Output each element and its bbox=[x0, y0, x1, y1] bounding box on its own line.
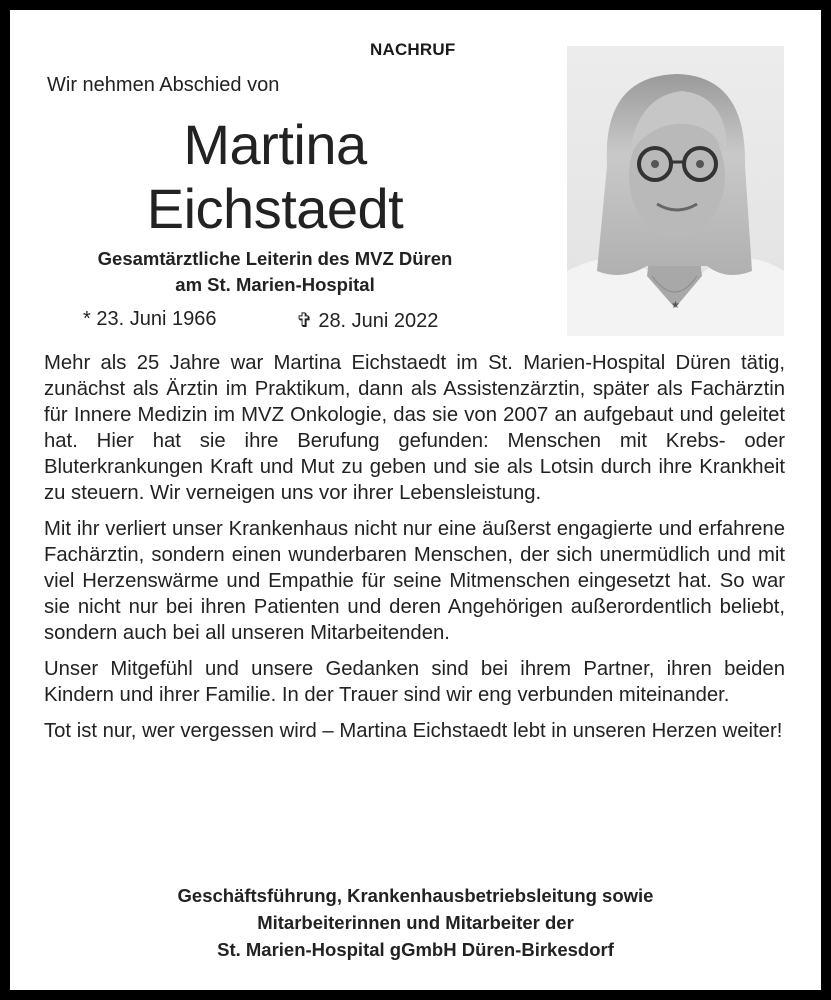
last-name: Eichstaedt bbox=[146, 177, 404, 240]
signature-line-3: St. Marien-Hospital gGmbH Düren-Birkesdorf bbox=[217, 939, 614, 960]
first-name: Martina bbox=[183, 113, 367, 176]
svg-text:★: ★ bbox=[671, 300, 680, 311]
intro-text: Wir nehmen Abschied von bbox=[47, 74, 280, 96]
role-line-2: am St. Marien-Hospital bbox=[175, 274, 375, 295]
paragraph-4: Tot ist nur, wer vergessen wird – Martina Eichstaedt lebt in unseren Herzen weiter! bbox=[44, 720, 783, 742]
birth-date: * 23. Juni 1966 bbox=[83, 308, 217, 330]
portrait-photo-illustration bbox=[567, 46, 784, 336]
signature-line-2: Mitarbeiterinnen und Mitarbeiter der bbox=[257, 912, 574, 933]
header-label: NACHRUF bbox=[370, 40, 456, 59]
signature-block bbox=[10, 882, 821, 963]
paragraph-2: Mit ihr verliert unser Krankenhaus nicht nur eine äußerst engagierte und erfahrene Fachärztin, sondern einen wunderbaren Menschen, der sich unermüdlich und mit viel Herzenswärme und Empathie für seine Mitmenschen eingesetzt hat. So war sie nicht nur bei ihren Patienten und deren Angehörigen außerordentlich beliebt, sondern auch bei all unseren Mitarbeitenden. bbox=[44, 518, 785, 644]
signature-line-1: Geschäftsführung, Krankenhausbetriebsleitung sowie bbox=[177, 885, 654, 906]
portrait-photo bbox=[567, 46, 784, 336]
role-line-1: Gesamtärztliche Leiterin des MVZ Düren bbox=[97, 248, 453, 269]
paragraph-1: Mehr als 25 Jahre war Martina Eichstaedt im St. Marien-Hospital Düren tätig, zunächst als Ärztin im Praktikum, dann als Assistenzärztin, später als Fachärztin für Innere Medizin im MVZ Onkologie, das sie von 2007 an aufgebaut und geleitet hat. Hier hat sie ihre Berufung gefunden: Menschen mit Krebs- oder Bluterkrankungen Kraft und Mut zu geben und sie als Lotsin durch ihre Krankheit zu steuern. Wir verneigen uns vor ihrer Lebensleistung. bbox=[44, 352, 785, 504]
obituary-body bbox=[44, 350, 785, 754]
death-date: ✞ 28. Juni 2022 bbox=[296, 310, 439, 332]
paragraph-3: Unser Mitgefühl und unsere Gedanken sind bei ihrem Partner, ihren beiden Kindern und ihrer Familie. In der Trauer sind wir eng verbunden miteinander. bbox=[44, 658, 785, 706]
obituary-notice bbox=[10, 10, 821, 990]
